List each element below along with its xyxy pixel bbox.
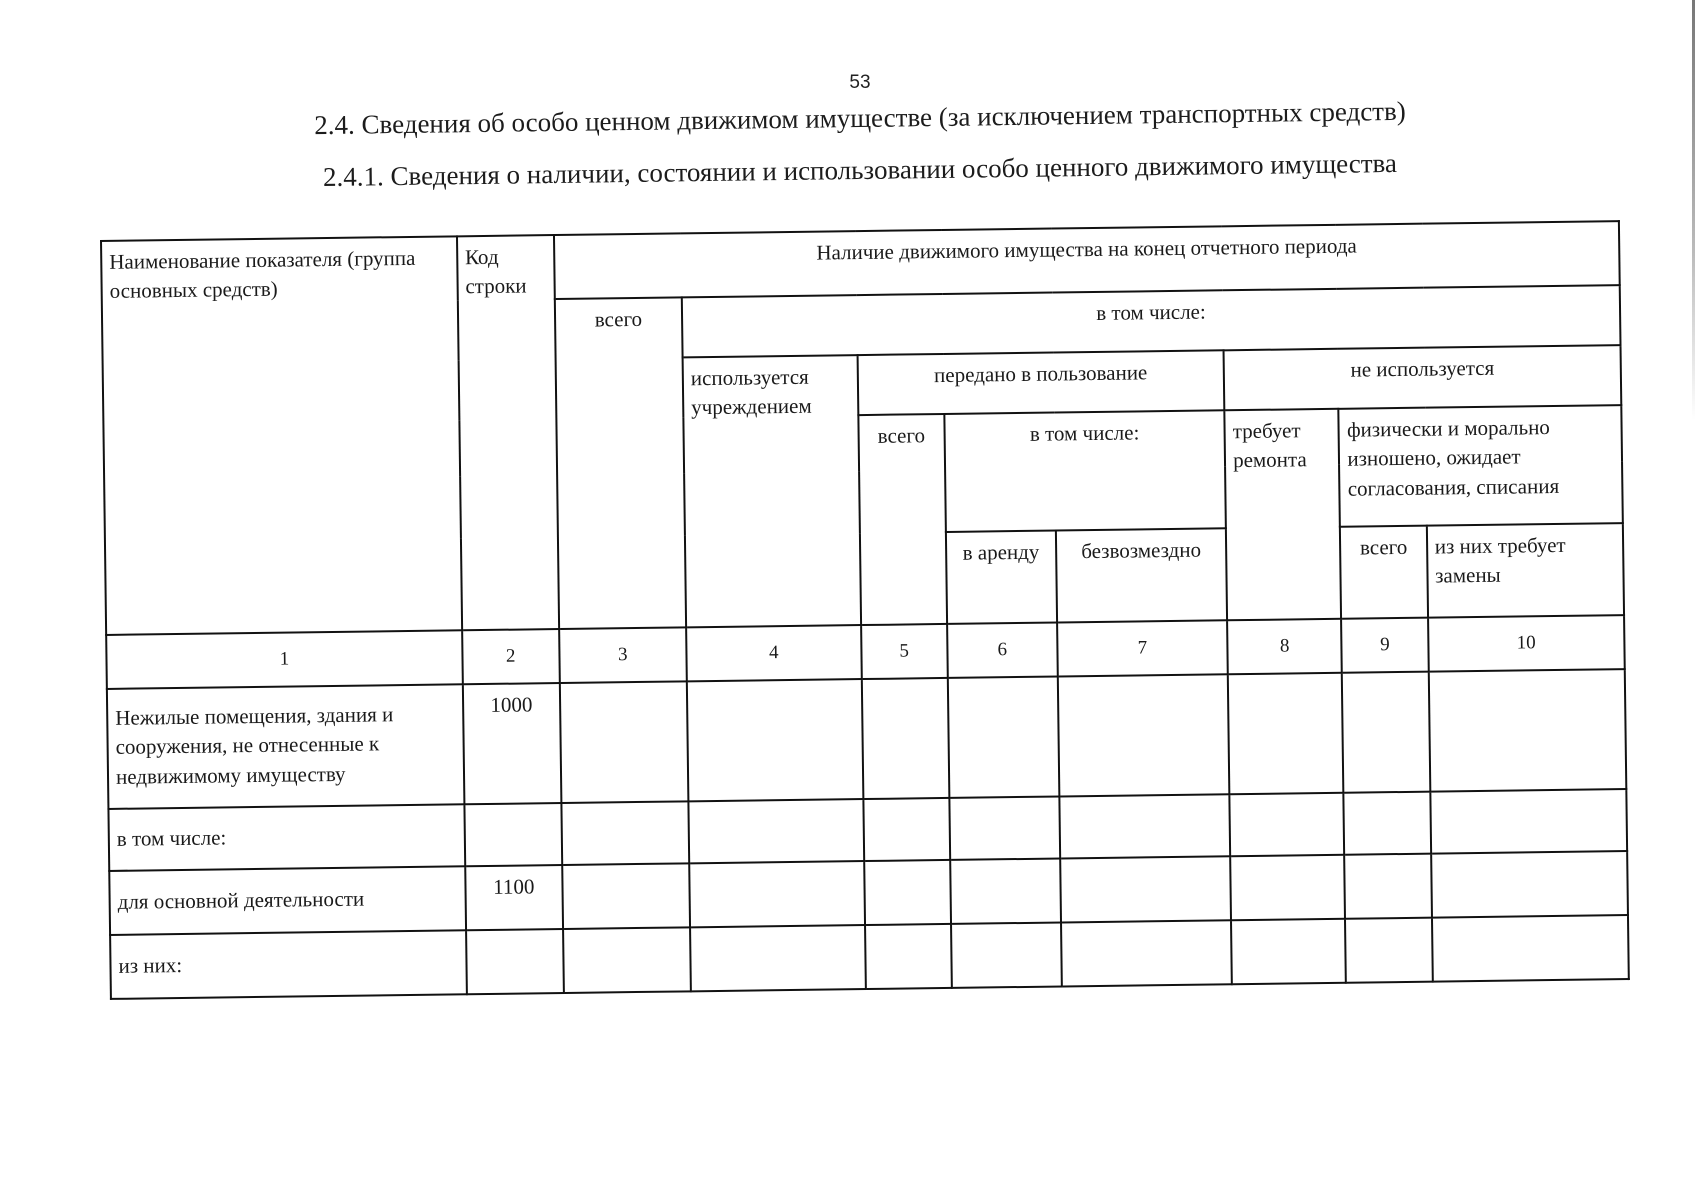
page-number: 53 (849, 72, 871, 93)
data-cell (562, 863, 690, 929)
data-cell (863, 798, 950, 861)
data-cell (690, 925, 865, 991)
data-cell (865, 924, 952, 989)
data-cell (1431, 851, 1628, 918)
column-number: 9 (1341, 618, 1428, 673)
data-cell (1230, 855, 1345, 920)
column-number: 7 (1057, 620, 1228, 676)
header-indicator-name: Наименование показателя (группа основных средств) (101, 236, 462, 635)
data-cell (1229, 793, 1344, 856)
data-cell (951, 922, 1062, 987)
data-cell (1432, 915, 1629, 982)
data-cell (1428, 669, 1626, 792)
data-cell (1345, 918, 1432, 983)
property-table-container (100, 220, 1630, 1000)
row-name: Нежилые помещения, здания и сооружения, не отнесенные к недвижимому имуществу (107, 684, 464, 809)
row-code: 1100 (465, 865, 563, 930)
section-title: 2.4. Сведения об особо ценном движимом имуществе (за исключением транспортных средств) (314, 95, 1406, 141)
data-cell (1342, 672, 1430, 793)
data-cell (563, 927, 691, 993)
data-cell (560, 681, 689, 803)
column-number: 1 (106, 630, 462, 689)
column-number: 8 (1227, 619, 1342, 674)
property-table (100, 220, 1630, 1000)
header-transferred-including: в том числе: (944, 410, 1226, 532)
data-cell (861, 678, 949, 799)
column-number: 5 (861, 624, 948, 679)
row-name: в том числе: (108, 804, 465, 871)
data-cell (948, 677, 1060, 798)
data-cell (689, 861, 864, 927)
data-cell (688, 799, 863, 863)
header-used-by-institution: используется учреждением (683, 355, 861, 627)
data-cell (1430, 789, 1627, 854)
data-cell (1058, 674, 1230, 796)
row-code (466, 929, 564, 994)
header-row-code: Код строки (457, 235, 559, 630)
row-name: из них: (110, 930, 467, 999)
row-code: 1000 (463, 683, 562, 804)
data-cell (864, 860, 951, 925)
column-number: 2 (462, 629, 560, 684)
header-worn-total: всего (1340, 526, 1427, 619)
data-cell (561, 801, 689, 865)
header-including: в том числе: (682, 285, 1621, 357)
header-availability: Наличие движимого имущества на конец отчетного периода (554, 221, 1620, 299)
header-for-rent: в аренду (946, 531, 1057, 624)
header-requires-repair: требует ремонта (1224, 409, 1341, 620)
data-cell (950, 858, 1061, 923)
table-row (107, 669, 1626, 809)
subsection-title: 2.4.1. Сведения о наличии, состоянии и использовании особо ценного движимого имущества (322, 147, 1398, 193)
data-cell (687, 679, 863, 801)
column-number: 10 (1428, 615, 1625, 672)
column-number: 3 (559, 627, 687, 683)
header-requires-replacement: из них требует замены (1426, 523, 1624, 618)
data-cell (1344, 792, 1431, 855)
header-total: всего (555, 297, 687, 629)
data-cell (1060, 856, 1231, 922)
data-cell (1231, 919, 1346, 984)
header-worn-out: физически и морально изношено, ожидает согласования, списания (1339, 405, 1623, 527)
header-transferred-total: всего (858, 414, 947, 625)
data-cell (949, 796, 1060, 859)
row-code (464, 803, 562, 866)
column-number: 6 (947, 623, 1058, 678)
row-name: для основной деятельности (109, 866, 466, 935)
column-number: 4 (686, 625, 861, 681)
data-cell (1059, 794, 1230, 858)
data-cell (1228, 673, 1344, 794)
header-transferred-for-use: передано в пользование (857, 350, 1224, 415)
data-cell (1345, 854, 1432, 919)
data-cell (1061, 920, 1232, 986)
header-not-used: не используется (1224, 345, 1622, 410)
header-free-of-charge: безвозмездно (1056, 528, 1228, 622)
